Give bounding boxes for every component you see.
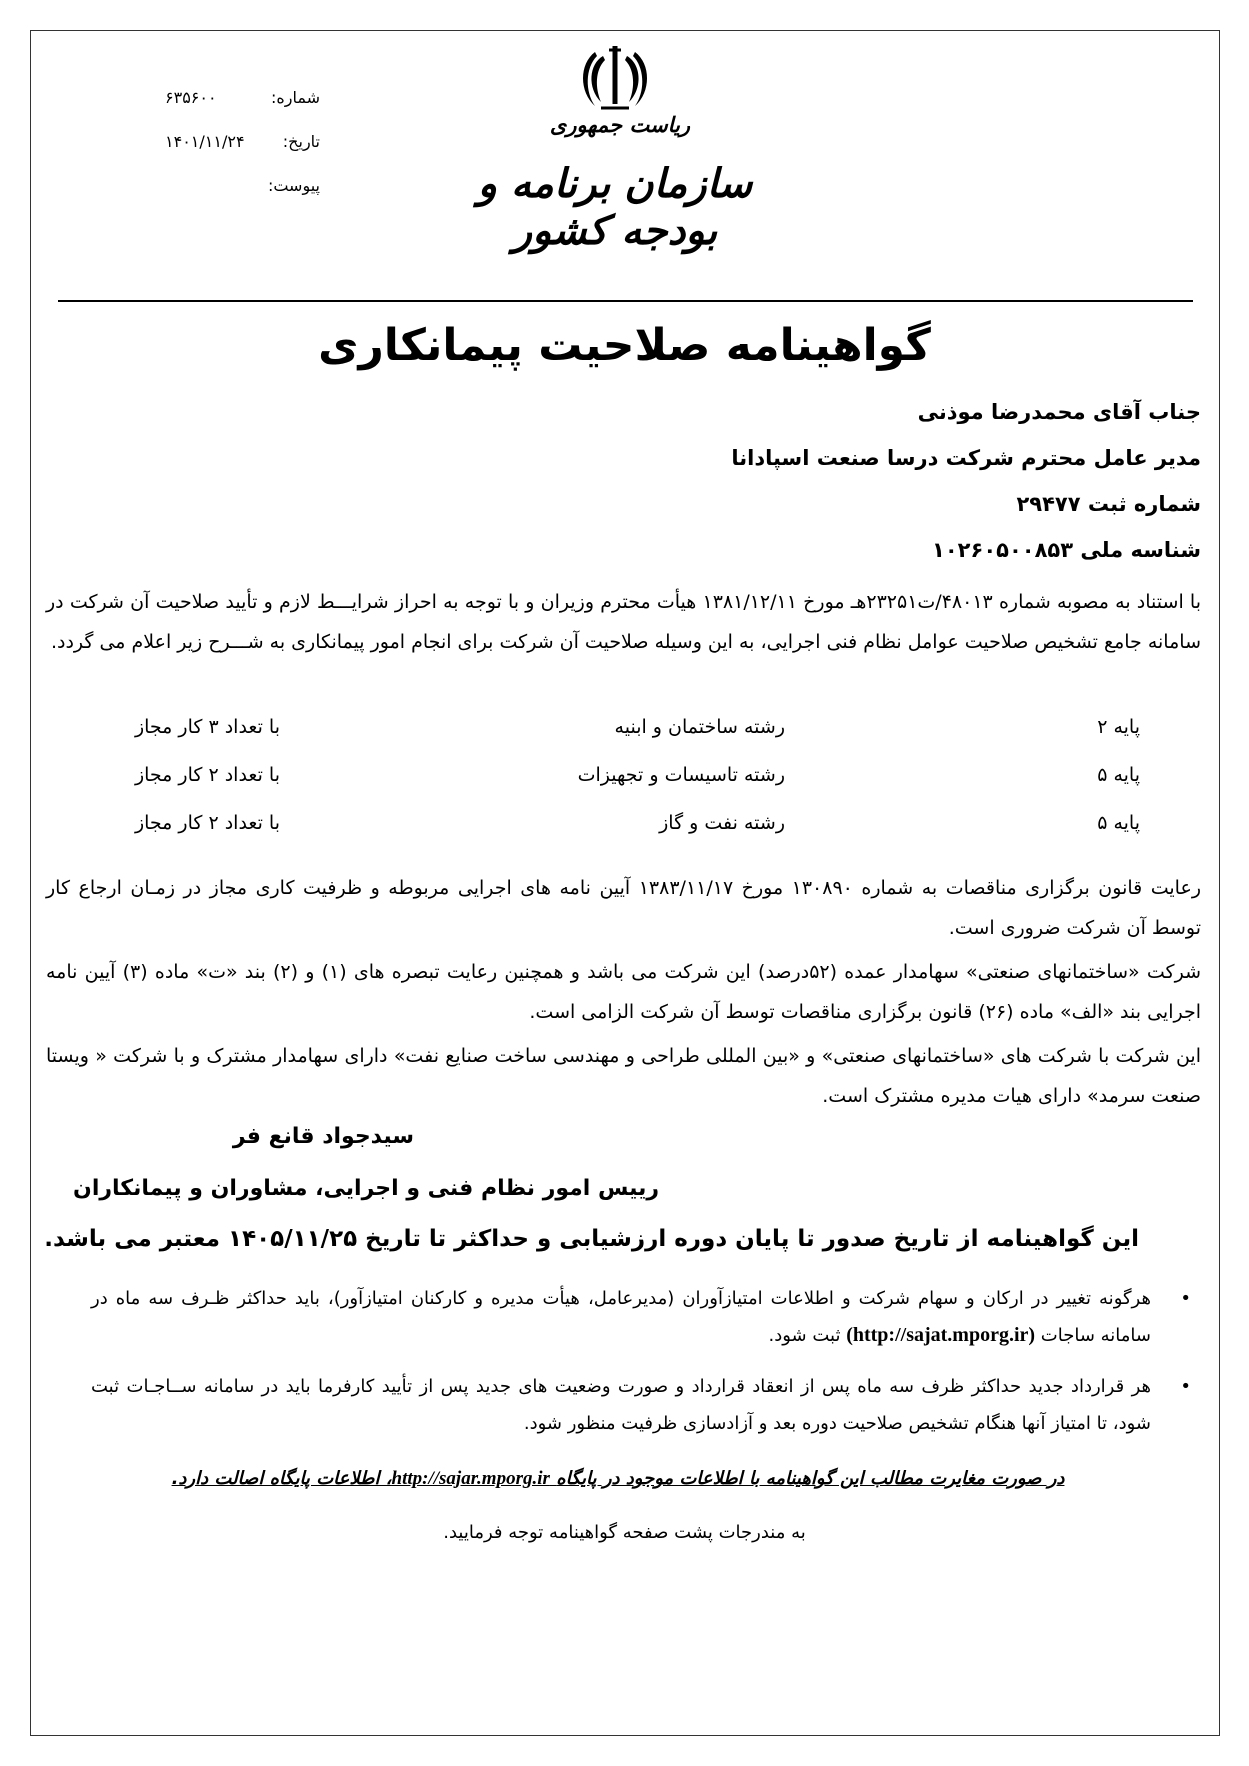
letter-number-value: ۶۳۵۶۰۰ — [165, 88, 217, 107]
grade-row — [134, 812, 1140, 852]
note-1-text: هرگونه تغییر در ارکان و سهام شرکت و اطلاعات امتیازآوران (مدیرعامل، هیأت مدیره و کارکنان امتیازآور)، باید حداکثر ظـرف سه ماه در سامانه ساجات — [91, 1288, 1151, 1346]
national-id: شناسه ملی ۱۰۲۶۰۵۰۰۸۵۳ — [932, 538, 1201, 562]
letter-date-value: ۱۴۰۱/۱۱/۲۴ — [165, 132, 245, 151]
letter-meta — [110, 88, 320, 220]
letter-date-row — [110, 132, 320, 176]
logo-subtitle: ریاست جمهوری — [549, 112, 691, 137]
letter-attachment-row — [110, 176, 320, 220]
note-1-tail: ثبت شود. — [768, 1325, 841, 1346]
letter-attachment-label: پیوست: — [267, 176, 320, 195]
grade-base: پایه ۵ — [1097, 764, 1140, 786]
grade-row — [134, 716, 1140, 756]
validity-statement: این گواهینامه از تاریخ صدور تا پایان دوره ارزشیابی و حداکثر تا تاریخ ۱۴۰۵/۱۱/۲۵ معتبر می باشد. — [44, 1226, 1139, 1252]
letter-date-label: تاریخ: — [282, 132, 320, 151]
iran-emblem-icon — [575, 42, 655, 112]
sajar-link[interactable]: http://sajar.mporg.ir — [391, 1468, 550, 1489]
note-2-text: هر قرارداد جدید حداکثر ظرف سه ماه پس از انعقاد قرارداد و صورت وضعیت های جدید پس از تأیید کارفرما باید در سامانه ســاجـات ثبت شود، تا امتیاز آنها هنگام تشخیص صلاحیت دوره بعد و آزادسازی ظرفیت منظور شود. — [91, 1376, 1151, 1434]
letter-number-label: شماره: — [270, 88, 320, 107]
grade-field: رشته نفت و گاز — [659, 812, 785, 834]
grade-count: با تعداد ۲ کار مجاز — [134, 812, 280, 834]
notes-list — [91, 1280, 1201, 1456]
bullet-dot-icon: • — [1180, 1376, 1191, 1397]
warning-text-after: ، اطلاعات پایگاه اصالت دارد. — [171, 1468, 392, 1489]
registration-number: شماره ثبت ۲۹۴۷۷ — [1016, 492, 1201, 516]
addressee-position: مدیر عامل محترم شرکت درسا صنعت اسپادانا — [731, 446, 1201, 470]
sajat-link[interactable]: (http://sajat.mporg.ir) — [846, 1324, 1036, 1346]
header-divider — [58, 300, 1193, 302]
signer-position: رییس امور نظام فنی و اجرایی، مشاوران و پیمانکاران — [73, 1176, 659, 1201]
grade-row — [134, 764, 1140, 804]
grade-field: رشته ساختمان و ابنیه — [614, 716, 785, 738]
letter-number-row — [110, 88, 320, 132]
intro-paragraph: با استناد به مصوبه شماره ۴۸۰۱۳/ت۲۳۲۵۱هـ مورخ ۱۳۸۱/۱۲/۱۱ هیأت محترم وزیران و با توجه به احراز شرایـــط لازم و تأیید صلاحیت آن شرکت در سامانه جامع تشخیص صلاحیت عوامل نظام فنی اجرایی، به این وسیله صلاحیت آن شرکت برای انجام امور پیمانکاری به شـــرح زیر اعلام می گردد. — [46, 591, 1202, 653]
addressee-name: جناب آقای محمدرضا موذنی — [917, 400, 1201, 424]
signer-name: سیدجواد قانع فر — [232, 1124, 414, 1149]
related-companies-paragraph: این شرکت با شرکت های «ساختمانهای صنعتی» و «بین المللی طراحی و مهندسی ساخت صنایع نفت» دارای سهامدار مشترک و با شرکت « ویستا صنعت سرمد» دارای هیات مدیره مشترک است. — [46, 1045, 1201, 1107]
back-page-note: به مندرجات پشت صفحه گواهینامه توجه فرمایید. — [443, 1522, 806, 1543]
bullet-dot-icon: • — [1180, 1288, 1191, 1309]
law-compliance-paragraph: رعایت قانون برگزاری مناقصات به شماره ۱۳۰۸۹۰ مورخ ۱۳۸۳/۱۱/۱۷ آیین نامه های اجرایی مربوطه و ظرفیت کاری مجاز در زمـان ارجاع کار توسط آن شرکت ضروری است. — [46, 877, 1201, 939]
shareholder-paragraph: شرکت «ساختمانهای صنعتی» سهامدار عمده (۵۲درصد) این شرکت می باشد و همچنین رعایت تبصره های (۱) و (۲) بند «ت» ماده (۳) آیین نامه اجرایی بند «الف» ماده (۲۶) قانون برگزاری مناقصات توسط آن شرکت الزامی است. — [46, 961, 1201, 1023]
list-item — [91, 1280, 1201, 1354]
grade-field: رشته تاسیسات و تجهیزات — [577, 764, 785, 786]
grade-base: پایه ۵ — [1097, 812, 1140, 834]
warning-text-before: در صورت مغایرت مطالب این گواهینامه با اطلاعات موجود در پایگاه — [556, 1468, 1065, 1489]
grade-count: با تعداد ۳ کار مجاز — [134, 716, 280, 738]
grade-base: پایه ۲ — [1097, 716, 1140, 738]
authenticity-warning — [96, 1468, 1140, 1490]
page-title: گواهینامه صلاحیت پیمانکاری — [318, 320, 931, 371]
list-item — [91, 1368, 1201, 1442]
logo-title: سازمان برنامه و بودجه کشور — [477, 160, 753, 254]
grade-count: با تعداد ۲ کار مجاز — [134, 764, 280, 786]
